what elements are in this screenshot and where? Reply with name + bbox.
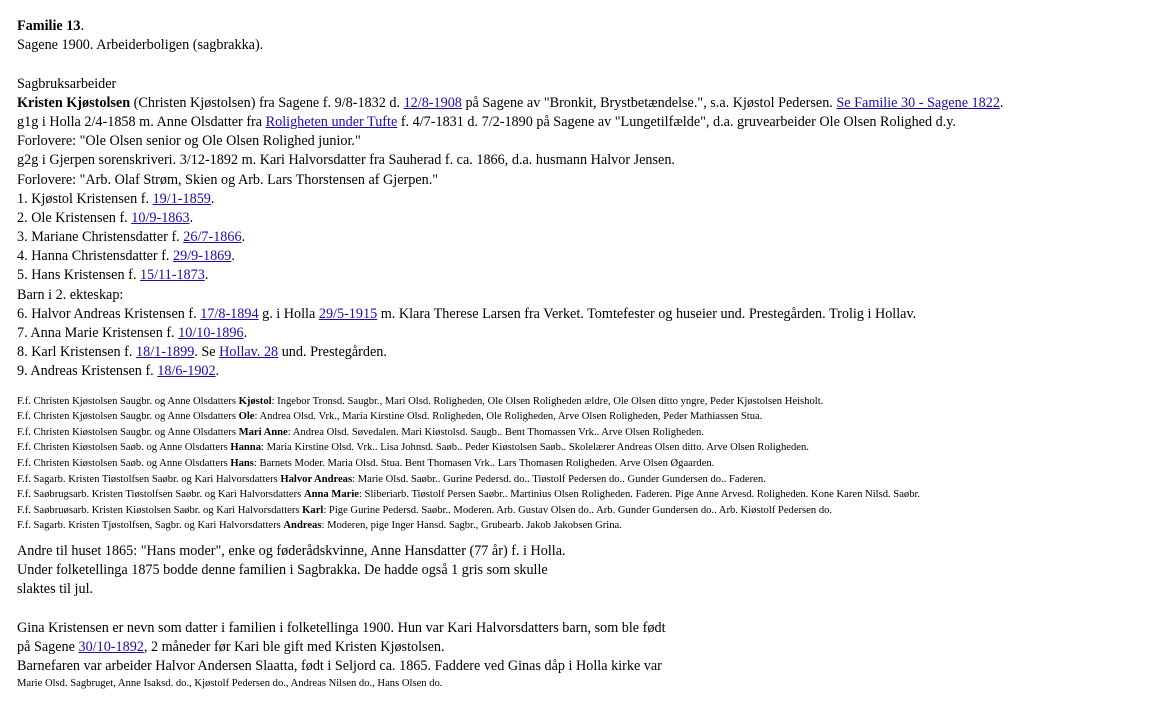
godparents-entry — [17, 518, 1157, 534]
marriage2-line: g2g i Gjerpen sorenskriveri. 3/12-1892 m. Kari Halvorsdatter fra Sauherad f. ca. 1866, d.a. husmann Halvor Jensen. — [17, 152, 675, 169]
child-birth-link[interactable]: 18/1-1899 — [136, 344, 195, 361]
gina-text: , 2 måneder før Kari ble gift med Kristen Kjøstolsen. — [143, 638, 445, 655]
child-text: 2. Ole Kristensen f. — [17, 209, 132, 226]
godparents-pre: F.f. Christen Kiøstolsen Saugbr. og Anne Olsdatters — [17, 426, 239, 438]
child-birth-link[interactable]: 10/9-1863 — [131, 209, 190, 226]
child-2 — [17, 209, 1157, 228]
child-birth-link[interactable]: 26/7-1866 — [183, 229, 242, 246]
godparents-entry — [17, 456, 1157, 472]
census-1875-note-cont: slaktes til jul. — [17, 581, 94, 598]
period: . — [189, 209, 194, 226]
godparents-child: Kjøstol — [238, 395, 272, 407]
godparents-entry — [17, 472, 1157, 488]
document-page — [17, 17, 1157, 691]
child-text: g. i Holla — [258, 305, 319, 322]
period: . — [204, 267, 209, 284]
godparents-post: : Andrea Olsd. Søvedalen. Mari Kiøstolsd. Saugb.. Bent Thomassen Vrk.. Arve Olsen Roligheden. — [287, 426, 704, 438]
godparents-post: : Pige Gurine Pedersd. Saøbr.. Moderen. Arb. Gustav Olsen do.. Arb. Gunder Gundersen do.. Arb. Kiøstolf Pedersen do. — [323, 504, 833, 516]
period: . — [215, 363, 220, 380]
marriage2-witnesses: Forlovere: "Arb. Olaf Strøm, Skien og Arb. Lars Thorstensen af Gjerpen." — [17, 171, 439, 188]
child-5 — [17, 266, 1157, 285]
period: . — [210, 190, 215, 207]
marriage1-line — [17, 113, 1157, 132]
period: . — [241, 229, 246, 246]
godparents-entry — [17, 503, 1157, 519]
child-text: 1. Kjøstol Kristensen f. — [17, 190, 153, 207]
godparents-pre: F.f. Sagarb. Kristen Tjøstolfsen, Sagbr. og Kari Halvorsdatters — [17, 520, 284, 532]
godparents-post: : Moderen, pige Inger Hansd. Sagbr., Grubearb. Jakob Jakobsen Grina. — [321, 520, 622, 532]
godparents-post: : Sliberiarb. Tiøstolf Persen Saøbr.. Martinius Olsen Roligheden. Faderen. Pige Anne Arvesd. Roligheden. Kone Karen Nilsd. Saøbr. — [358, 489, 921, 501]
godparents-child: Hans — [230, 457, 254, 469]
godparents-post: : Andrea Olsd. Vrk., Maria Kirstine Olsd. Roligheden, Ole Roligheden, Arve Olsen Roligheden, Peder Mathiassen Stua. — [254, 411, 763, 423]
godparents-pre: F.f. Christen Kiøstolsen Saøb. og Anne Olsdatters — [17, 457, 231, 469]
gina-note: Gina Kristensen er nevn som datter i familien i folketellinga 1900. Hun var Kari Halvorsdatters barn, som ble født — [17, 619, 666, 636]
gina-father-note: Barnefaren var arbeider Halvor Andersen Slaatta, født i Seljord ca. 1865. Faddere ved Ginas dåp i Holla kirke var — [17, 658, 662, 675]
godparents-entry — [17, 425, 1157, 441]
child-birth-link[interactable]: 17/8-1894 — [200, 305, 259, 322]
godparents-post: : Ingebor Tronsd. Saugbr., Mari Olsd. Roligheden, Ole Olsen Roligheden ældre, Ole Olsen ditto yngre, Peder Kjøstolsen Heisholt. — [271, 395, 824, 407]
period: . — [231, 248, 235, 265]
godparents-child: Mari Anne — [238, 426, 288, 438]
period: . — [243, 325, 248, 341]
godparents-pre: F.f. Christen Kjøstolsen Saugbr. og Anne Olsdatters — [17, 411, 239, 423]
gina-godparents: Marie Olsd. Sagbruget, Anne Isaksd. do., Kjøstolf Pedersen do., Andreas Nilsen do., Hans Olsen do. — [17, 678, 443, 690]
household-note: Andre til huset 1865: "Hans moder", enke og føderådskvinne, Anne Hansdatter (77 år) f. i Holla. — [17, 542, 566, 559]
child-6 — [17, 305, 1157, 324]
child-text: 7. Anna Marie Kristensen f. — [17, 325, 179, 341]
godparents-child: Anna Marie — [303, 489, 359, 501]
godparents-post: : Maria Kirstine Olsd. Vrk.. Lisa Johnsd. Saøb.. Peder Kiøstolsen Saøb.. Skolelærer Andreas Olsen ditto. Arve Olsen Roligheden. — [261, 442, 809, 454]
husband-text-2: på Sagene av "Bronkit, Brystbetændelse.", s.a. Kjøstol Pedersen. — [461, 94, 837, 111]
child-text: 9. Andreas Kristensen f. — [17, 363, 158, 380]
hollav-28-link[interactable]: Hollav. 28 — [219, 344, 279, 361]
child-birth-link[interactable]: 18/6-1902 — [157, 363, 216, 380]
child-text: . Se — [194, 344, 220, 361]
godparents-pre: F.f. Christen Kiøstolsen Saøb. og Anne Olsdatters — [17, 442, 231, 454]
godparents-pre: F.f. Christen Kjøstolsen Saugbr. og Anne Olsdatters — [17, 395, 239, 407]
roligheten-link[interactable]: Roligheten under Tufte — [265, 113, 398, 130]
marriage1-text-2: f. 4/7-1831 d. 7/2-1890 på Sagene av "Lungetilfælde", d.a. gruvearbeider Ole Olsen Rolighed d.y. — [397, 113, 956, 130]
marriage1-witnesses: Forlovere: "Ole Olsen senior og Ole Olsen Rolighed junior." — [17, 133, 361, 150]
period: . — [999, 94, 1004, 111]
family-subtitle: Sagene 1900. Arbeiderboligen (sagbrakka). — [17, 37, 264, 54]
census-1875-note: Under folketellinga 1875 bodde denne familien i Sagbrakka. De hadde også 1 gris som skulle — [17, 562, 548, 579]
godparents-post: : Marie Olsd. Saøbr.. Gurine Pedersd. do.. Tiøstolf Pedersen do.. Gunder Gundersen do.. Faderen. — [352, 473, 766, 485]
godparents-entry — [17, 440, 1157, 456]
godparents-entry — [17, 487, 1157, 503]
death-date-link[interactable]: 12/8-1908 — [403, 94, 462, 111]
child-1 — [17, 190, 1157, 209]
godparents-post: : Barnets Moder. Maria Olsd. Stua. Bent Thomasen Vrk.. Lars Thomasen Roligheden. Arve Olsen Øgaarden. — [253, 457, 715, 469]
child-birth-link[interactable]: 10/10-1896 — [178, 325, 244, 341]
marriage1-text: g1g i Holla 2/4-1858 m. Anne Olsdatter fra — [17, 113, 266, 130]
gina-birth-line — [17, 638, 1157, 657]
child-text: 8. Karl Kristensen f. — [17, 344, 136, 361]
occupation: Sagbruksarbeider — [17, 75, 117, 92]
godparents-entry — [17, 409, 1157, 425]
child-birth-link[interactable]: 19/1-1859 — [152, 190, 211, 207]
godparents-child: Hanna — [230, 442, 261, 454]
child-7 — [17, 324, 1157, 343]
child-9 — [17, 362, 1157, 381]
godparents-pre: F.f. Sagarb. Kristen Tiøstolfsen Saøbr. og Kari Halvorsdatters — [17, 473, 281, 485]
godparents-child: Andreas — [283, 520, 322, 532]
gina-birth-link[interactable]: 30/10-1892 — [78, 638, 144, 655]
family-title-line: Familie 13. — [17, 18, 84, 34]
child-birth-link[interactable]: 29/9-1869 — [173, 248, 232, 265]
child-text: 3. Mariane Christensdatter f. — [17, 229, 184, 246]
child-3 — [17, 228, 1157, 247]
child-4 — [17, 247, 1157, 266]
children2-label: Barn i 2. ekteskap: — [17, 286, 124, 303]
child-8 — [17, 343, 1157, 362]
godparents-pre: F.f. Saøbruøsarb. Kristen Kiøstolsen Saøbr. og Kari Halvorsdatters — [17, 504, 303, 516]
husband-name: Kristen Kjøstolsen — [17, 94, 131, 111]
godparents-child: Karl — [302, 504, 324, 516]
family-30-link[interactable]: Se Familie 30 - Sagene 1822 — [836, 94, 1000, 111]
child-text: 4. Hanna Christensdatter f. — [17, 248, 174, 265]
notes-section — [17, 542, 1157, 691]
godparents-child: Halvor Andreas — [280, 473, 353, 485]
husband-line — [17, 94, 1157, 113]
godparents-entry — [17, 394, 1157, 410]
child-birth-link[interactable]: 15/11-1873 — [139, 267, 205, 284]
godparents-list — [17, 394, 1157, 534]
child-text: 6. Halvor Andreas Kristensen f. — [17, 305, 201, 322]
godparents-child: Ole — [238, 411, 255, 423]
godparents-pre: F.f. Saøbrugsarb. Kristen Tiøstolfsen Saøbr. og Kari Halvorsdatters — [17, 489, 304, 501]
family-title: Familie 13 — [17, 18, 81, 34]
child-text: und. Prestegården. — [278, 344, 387, 361]
child-text: 5. Hans Kristensen f. — [17, 267, 140, 284]
gina-text: på Sagene — [17, 638, 79, 655]
husband-text: (Christen Kjøstolsen) fra Sagene f. 9/8-1832 d. — [130, 94, 404, 111]
marriage-date-link[interactable]: 29/5-1915 — [318, 305, 378, 322]
child-text: m. Klara Therese Larsen fra Verket. Tomtefester og huseier und. Prestegården. Trolig i Hollav. — [377, 305, 917, 322]
